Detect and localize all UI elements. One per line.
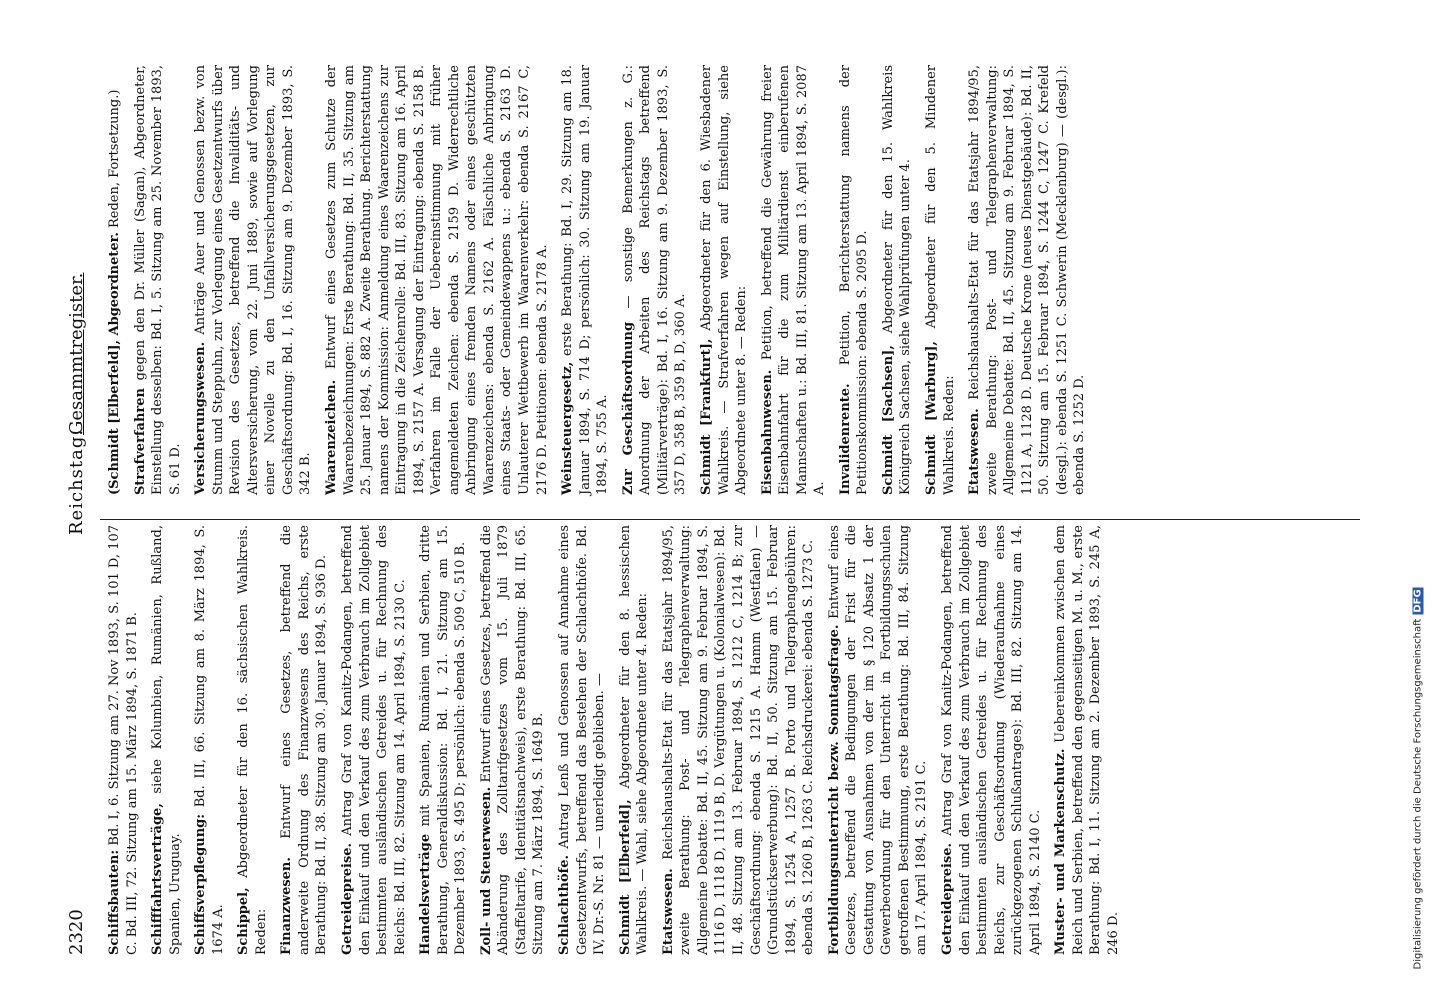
section-title: Gesammtregister. (66, 272, 87, 435)
register-entry (923, 65, 958, 495)
register-entry (559, 65, 612, 495)
entry-text: siehe Kolumbien, Rumänien, Rußland, Spanien, Uruguay. (150, 525, 183, 955)
entry-heading: Schifffahrtsverträge, (150, 803, 166, 955)
register-entry (278, 525, 331, 955)
register-entry (660, 525, 818, 955)
register-entry (235, 525, 270, 955)
entry-text: Entwurf eines Gesetzes, betreffend die Bedingungen der Frist für die Gestattung von Ausnahmen von der im § 120 Absatz 1 der Gewerbeordnung für den Unterricht in Fortbildungsschulen getroffenen Bestimmung, erste Berathung: Bd. III, 84. Sitzung am 17. April 1894, S. 2191 C. (826, 525, 930, 955)
register-entry (323, 65, 551, 495)
register-entry (826, 525, 931, 955)
entry-heading: (Schmidt [Elberfeld], Abgeordneter. (107, 232, 122, 495)
entry-heading: Finanzwesen. (279, 857, 295, 955)
register-entry (939, 525, 1044, 955)
entry-heading: Schmidt [Sachsen], (880, 345, 896, 495)
register-entry (620, 65, 690, 495)
entry-heading: Eisenbahnwesen. (759, 369, 775, 495)
entry-text: Antrag Graf von Kanitz-Podangen, betreffend den Einkauf und den Verkauf des zum Verbrauch im Zollgebiet bestimmten ausländischen Getreides u. für Rechnung des Reichs, zur Geschäftsordnung (Wiederaufnahme eines zurückgezogenen Schlußantrages): Bd. III, 82. Sitzung am 14. April 1894, S. 2140 C. (939, 524, 1043, 955)
register-entry (759, 65, 829, 495)
entry-heading: Schiffsbauten: (107, 849, 122, 955)
entry-heading: Schmidt [Warburg], (923, 341, 939, 495)
entry-text: Petition, betreffend die Gewährung freier Eisenbahnfahrt für die zum Militärdienst einberufenen Mannschaften u.: Bd. III, 81. Sitzung am 13. April 1894, S. 2087 A. (759, 65, 828, 495)
column-divider (100, 519, 1360, 520)
entry-text: Bd. I, 6. Sitzung am 27. Nov 1893, S. 101 D, 107 C. Bd. III, 72. Sitzung am 15. März 1894, S. 1871 B. (107, 525, 140, 955)
register-entry (192, 65, 315, 495)
register-entry (106, 65, 124, 495)
funding-text: Digitalisierung gefördert durch die Deutsche Forschungsgemeinschaft (1412, 618, 1424, 970)
entry-heading: Schlachthöfe. (557, 854, 573, 955)
register-entry (617, 525, 652, 955)
entry-heading: Invalidenrente. (837, 383, 853, 495)
register-entry (417, 525, 470, 955)
entry-heading: Getreidepreise. (340, 842, 356, 955)
entry-heading: Fortbildungsunterricht bezw. Sonntagsfrage. (826, 624, 842, 955)
register-entry (966, 65, 1089, 495)
entry-heading: Muster- und Markenschutz. (1053, 748, 1069, 955)
register-entry (106, 525, 141, 955)
entry-text: Abgeordneter für den 6. Wiesbadener Wahlkreis. — Strafverfahren wegen auf Einstellung, siehe Abgeordnete unter 8. — Reden: (698, 65, 750, 495)
entry-heading: Schippel, (236, 887, 252, 955)
register-entry (837, 65, 872, 495)
entry-heading: Schmidt [Frankfurt], (698, 338, 714, 495)
entry-text: Abgeordneter für den 15. Wahlkreis Königreich Sachsen, siehe Wahlprüfungen unter 4. (880, 65, 914, 495)
page-number: 2320 (66, 909, 87, 955)
register-entry (149, 525, 184, 955)
register-entry (478, 525, 548, 955)
entry-text: Anträge Auer und Genossen bezw. von Stumm und Steppuhn, zur Vorlegung eines Gesetzentwurfs über Revision des Gesetzes, betreffend die Invaliditäts- und Altersversicherung, vom 22. Juni 1889, sowie auf Vorlegung einer Novelle zu den Unfallversicherungsgesetzen, zur Geschäftsordnung: Bd. I, 16. Sitzung am 9. Dezember 1893, S. 342 B. (193, 65, 314, 495)
register-entry (339, 525, 409, 955)
entry-text: Entwurf eines Gesetzes, betreffend die Abänderung des Zolltarifgesetzes vom 15. Juli 1879 (Staffeltarife, Identitätsnachweis), erste Berathung: Bd. III, 65. Sitzung am 7. März 1894, S. 1649 B. (478, 525, 547, 955)
entry-heading: Weinsteuergesetz, (560, 361, 576, 495)
funding-sidebar (1408, 6, 1426, 994)
entry-heading: Waarenzeichen. (324, 379, 340, 495)
register-entry (192, 525, 227, 955)
entry-text: Antrag Lenß und Genossen auf Annahme eines Gesetzentwurfs, betreffend das Bestehen der Schlachthöfe. Bd. IV, Dr.-S. Nr. 81 — unerledigt geblieben. — (557, 525, 608, 955)
register-entry (556, 525, 609, 955)
entry-text: Uebereinkommen zwischen dem Reich und Serbien, betreffend den gegenseitigen M. u. M., erste Berathung: Bd. I, 11. Sitzung am 2. Dezember 1893, S. 245 A, 246 D. (1053, 524, 1121, 955)
entry-heading: Schiffsverpflegung: (193, 813, 209, 955)
register-entry (132, 65, 185, 495)
entry-text: mit Spanien, Rumänien und Serbien, dritte Berathung, Generaldiskussion: Bd. I, 21. Sitzung am 15. Dezember 1893, S. 495 D; persönlich: ebenda S. 509 C, 510 B. (418, 525, 469, 955)
entry-text: erste Berathung: Bd. I, 29. Sitzung am 18. Januar 1894, S. 714 D; persönlich: 30. Sitzung am 19. Januar 1894, S. 755 A. (560, 65, 611, 495)
entry-heading: Schmidt [Elberfeld], (617, 799, 633, 955)
entry-text: Antrag Graf von Kanitz-Podangen, betreffend den Einkauf und den Verkauf des zum Verbrauch im Zollgebiet bestimmten ausländischen Getreides u. für Rechnung des Reichs: Bd. III, 82. Sitzung am 14. April 1894, S. 2130 C. (340, 524, 408, 955)
entry-heading: Getreidepreise. (939, 842, 955, 955)
entry-text: Abgeordneter für den 5. Mindener Wahlkreis. Reden: (923, 65, 957, 495)
register-entry (698, 65, 751, 495)
entry-heading: Etatswesen. (660, 868, 676, 955)
funding-note (1413, 10, 1424, 970)
page-title: Reichstag. (66, 428, 87, 535)
entry-heading: Etatswesen. (967, 408, 983, 495)
entry-text: Bd. III, 66. Sitzung am 8. März 1894, S. 1674 A. (193, 525, 226, 955)
entry-text: Reichshaushalts-Etat für das Etatsjahr 1894/95, zweite Berathung: Post- und Telegraphenverwaltung: Allgemeine Debatte: Bd. II, 45. Sitzung am 9. Februar 1894, S. 1116 D, 1118 D, 1119 B, D. Vergütungen u. (Kolonialwesen): Bd. II, 48. Sitzung am 13. Februar 1894, S. 1212 C, 1214 B; zur Geschäftsordnung: ebenda S. 1215 A. Hamm (Westfalen) — (Grundstückserwerbung): Bd. II, 50. Sitzung am 15. Februar 1894, S. 1254 A, 1257 B. Porto und Telegraphengebühren: ebenda S. 1260 B, 1263 C. Reichsdruckerei: ebenda S. 1273 C. (660, 525, 817, 955)
page-header (60, 35, 100, 975)
entry-text: — sonstige Bemerkungen z. G.: Anordnung der Arbeiten des Reichstags betreffend (Militärverträge): Bd. I, 16. Sitzung am 9. Dezember 1893, S. 357 D, 358 B, 359 B, D, 360 A. (620, 65, 689, 495)
register-entry (1052, 525, 1122, 955)
entry-heading: Zur Geschäftsordnung (620, 321, 636, 495)
left-column (106, 525, 1356, 955)
entry-text: Entwurf eines Gesetzes, betreffend die anderweite Ordnung des Finanzwesens des Reichs, erste Berathung: Bd. II, 38. Sitzung am 30. Januar 1894, S. 936 D. (279, 525, 330, 955)
dfg-logo: DFG (1412, 589, 1424, 613)
rotated-content (60, 35, 1380, 975)
entry-heading: Handelsverträge (418, 833, 434, 955)
entry-text: Entwurf eines Gesetzes zum Schutze der Waarenbezeichnungen: Erste Berathung: Bd. II, 35. Sitzung am 25. Januar 1894, S. 882 A. Zweite Berathung. Berichterstattung namens der Kommission: Anmeldung eines Waarenzeichens zur Eintragung in die Zeichenrolle: Bd. III, 83. Sitzung am 16. April 1894, S. 2157 A. Versagung der Eintragung: ebenda S. 2158 B. Verfahren im Falle der Uebereinstimmung mit früher angemeldeten Zeichen: ebenda S. 2159 D. Widerrechtliche Anbringung eines fremden Namens oder eines geschützten Waarenzeichens: ebenda S. 2162 A. Fälschliche Anbringung eines Staats- oder Gemeindewappens u.: ebenda S. 2163 D. Unlauterer Wettbewerb im Waarenverkehr: ebenda S. 2167 C, 2176 D. Petitionen: ebenda S. 2178 A. (324, 65, 550, 495)
entry-text: Petition, Berichterstattung namens der Petitionskommission: ebenda S. 2095 D. (837, 65, 871, 495)
entry-text: gegen den Dr. Müller (Sagan), Abgeordneter, Einstellung desselben: Bd. I, 5. Sitzung am 25. November 1893, S. 61 D. (132, 65, 183, 495)
right-column (106, 65, 1356, 495)
entry-text: Abgeordneter für den 16. sächsischen Wahlkreis. Reden: (236, 525, 269, 955)
entry-heading: Strafverfahren (132, 388, 148, 495)
entry-text: Reichshaushalts-Etat für das Etatsjahr 1894/95, zweite Berathung: Post- und Telegraphenverwaltung: Allgemeine Debatte: Bd. II, 45. Sitzung am 9. Februar 1894, S. 1121 A, 1128 D. Deutsche Krone (neues Dienstgebäude): Bd. II, 50. Sitzung am 15. Februar 1894, S. 1244 C, 1247 C. Krefeld (desgl.): ebenda S. 1251 C. Schwerin (Mecklenburg) — (desgl.): ebenda S. 1252 D. (967, 65, 1088, 495)
entry-text: Reden, Fortsetzung.) (107, 89, 122, 228)
register-entry (880, 65, 915, 495)
entry-heading: Versicherungswesen. (193, 341, 209, 495)
entry-text: Abgeordneter für den 8. hessischen Wahlkreis. — Wahl, siehe Abgeordnete unter 4. Reden: (617, 525, 651, 955)
entry-heading: Zoll- und Steuerwesen. (478, 786, 494, 955)
